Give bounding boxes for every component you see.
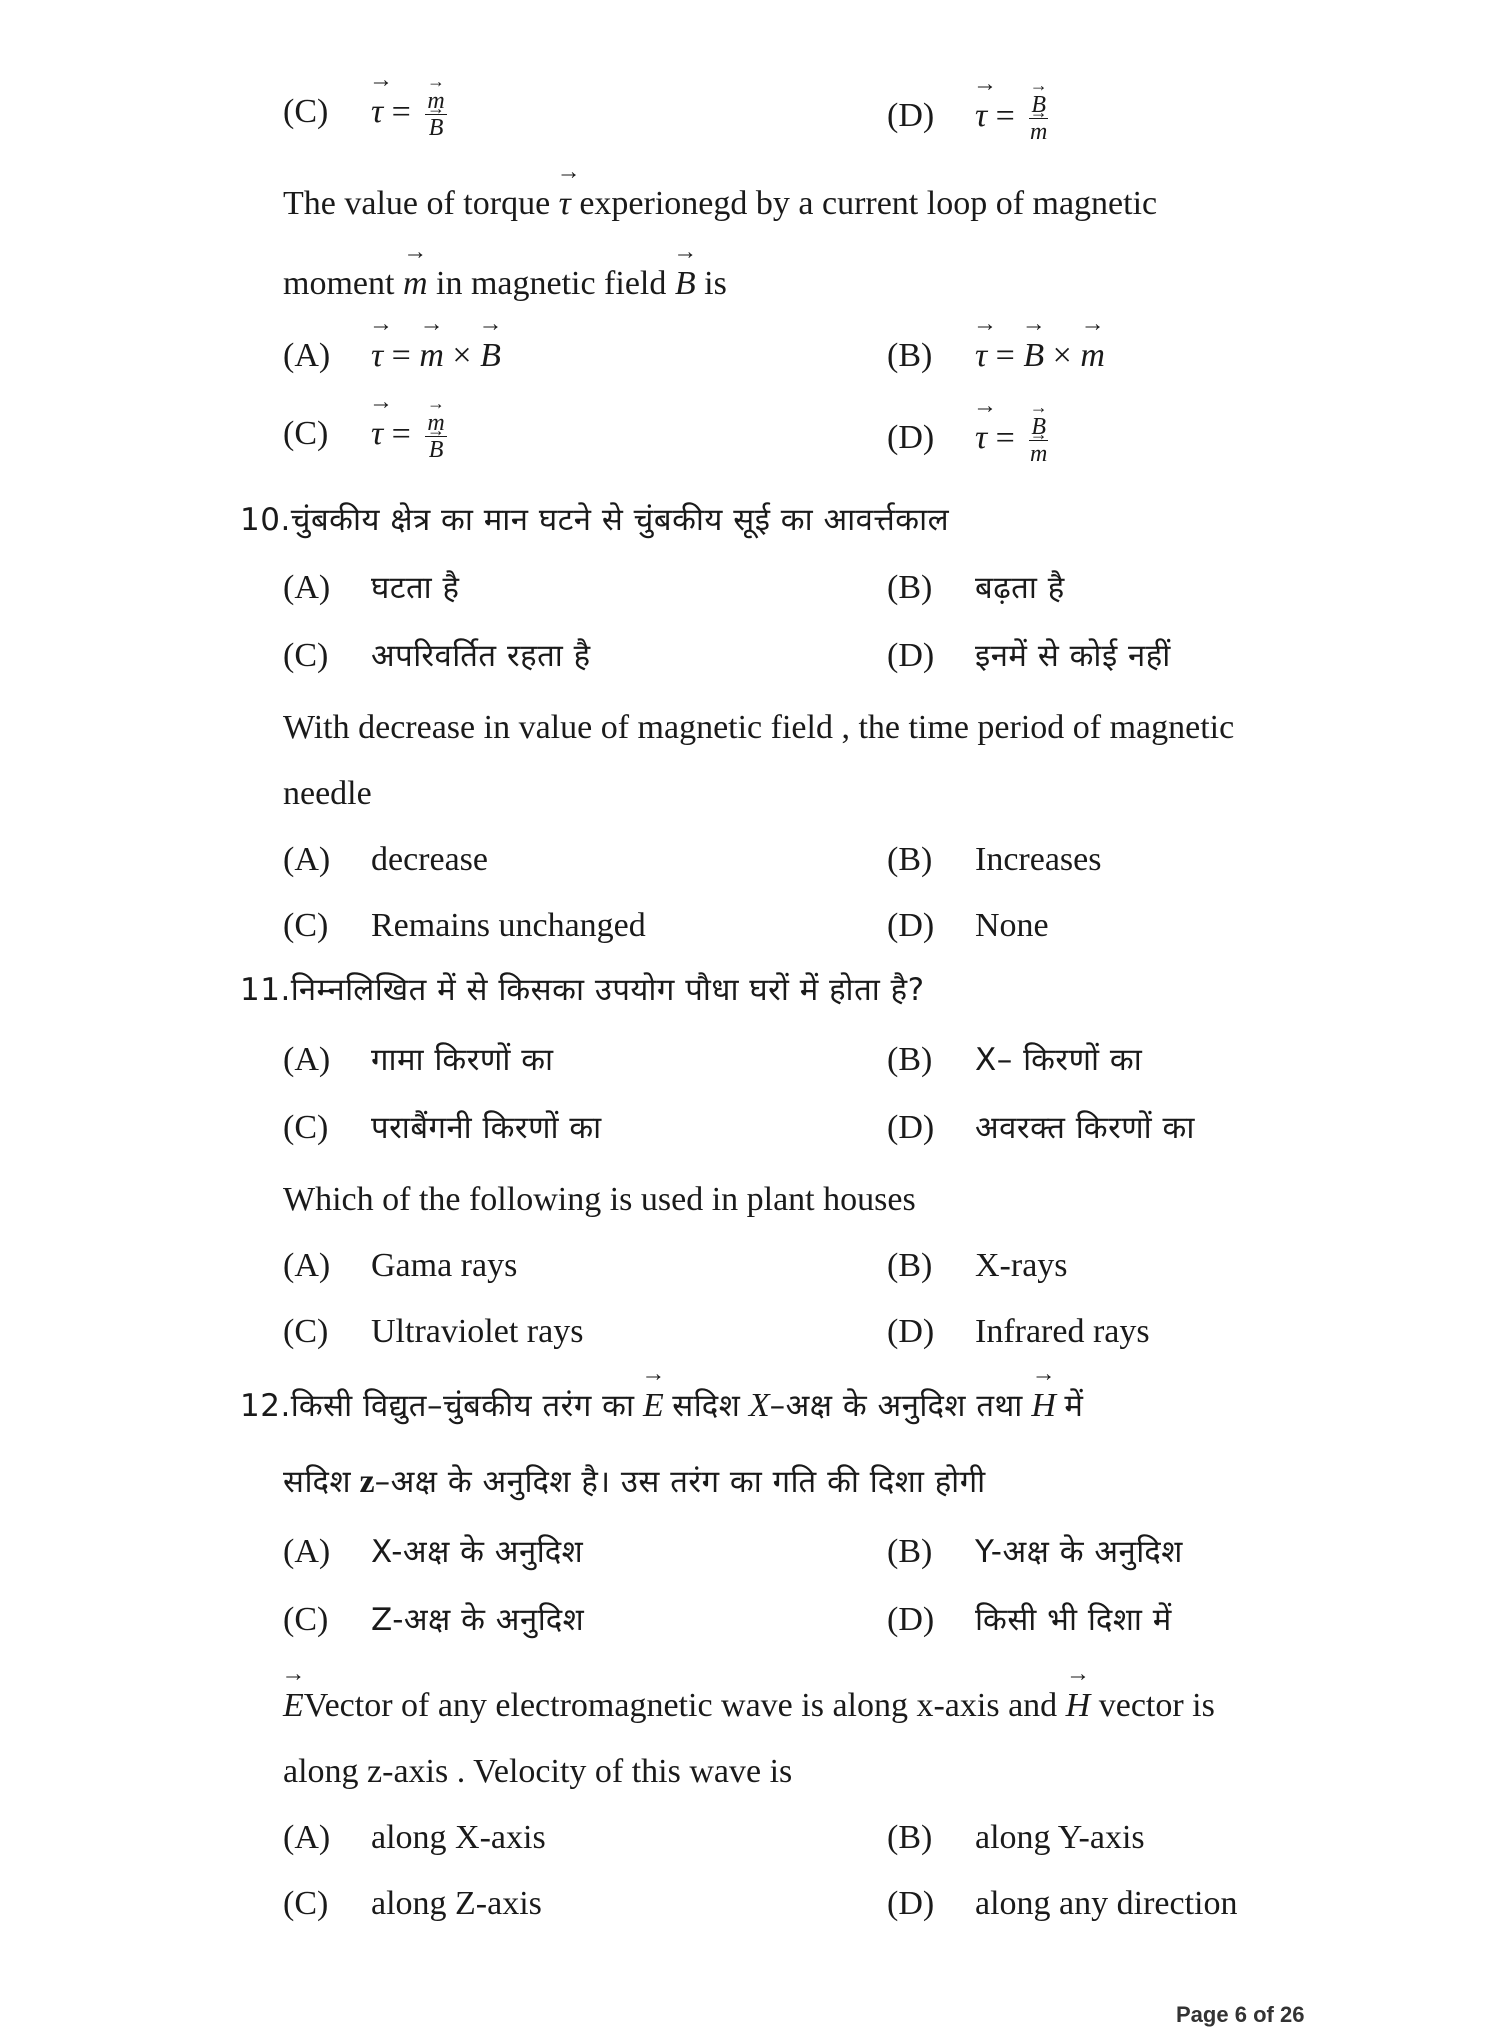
q12-english-line1: → EVector of any electromagnetic wave is along x-axis and → H vector is <box>283 1684 1215 1728</box>
q11-english-option-d: (D) Infrared rays <box>887 1313 1150 1350</box>
option-c-top: (C)→ τ = → m → B <box>283 88 447 141</box>
torque-option-d: (D)→ τ = → B → m <box>887 414 1048 467</box>
torque-option-c: (C)→ τ = → m → B <box>283 410 447 463</box>
q11-hindi-option-b: (B) X– किरणों का <box>887 1041 1143 1078</box>
torque-option-a: (A)→ τ = → m × → B <box>283 334 501 378</box>
q12-hindi-option-a: (A) X-अक्ष के अनुदिश <box>283 1533 584 1570</box>
q10-hindi: 10.चुंबकीय क्षेत्र का मान घटने से चुंबकीय सूई का आवर्त्तकाल <box>240 502 950 538</box>
torque-question-line1: The value of torque → τ experionegd by a current loop of magnetic <box>283 182 1157 226</box>
q11-hindi-option-c: (C) पराबैंगनी किरणों का <box>283 1109 602 1146</box>
q12-english-option-b: (B) along Y-axis <box>887 1819 1145 1856</box>
fraction: → m → B <box>425 410 446 463</box>
q11-english-option-b: (B) X-rays <box>887 1247 1068 1284</box>
q10-english-option-a: (A) decrease <box>283 841 489 878</box>
q12-hindi-option-b: (B) Y-अक्ष के अनुदिश <box>887 1533 1183 1570</box>
torque-question-line2: moment → m in magnetic field → B is <box>283 262 727 306</box>
q12-english-option-d: (D) along any direction <box>887 1885 1238 1922</box>
q11-english-option-a: (A) Gama rays <box>283 1247 518 1284</box>
fraction: → B → m <box>1029 414 1048 467</box>
fraction: → m → B <box>425 88 446 141</box>
q12-english-option-a: (A) along X-axis <box>283 1819 546 1856</box>
q12-hindi-option-c: (C) Z-अक्ष के अनुदिश <box>283 1601 585 1638</box>
q10-hindi-option-b: (B) बढ़ता है <box>887 569 1065 606</box>
q11-english: Which of the following is used in plant houses <box>283 1181 916 1218</box>
fraction: → B → m <box>1029 92 1048 145</box>
torque-option-b: (B)→ τ = → B × → m <box>887 334 1105 378</box>
q12-english-option-c: (C) along Z-axis <box>283 1885 542 1922</box>
option-d-top: (D)→ τ = → B → m <box>887 92 1048 145</box>
page-number: Page 6 of 26 <box>1176 2002 1305 2027</box>
tau-vector: → τ <box>371 90 383 134</box>
q10-hindi-option-d: (D) इनमें से कोई नहीं <box>887 637 1171 674</box>
q10-hindi-option-a: (A) घटता है <box>283 569 460 606</box>
q11-english-option-c: (C) Ultraviolet rays <box>283 1313 584 1350</box>
q11-hindi-option-a: (A) गामा किरणों का <box>283 1041 554 1078</box>
q11-hindi-option-d: (D) अवरक्त किरणों का <box>887 1109 1195 1146</box>
tau-vector: → τ <box>975 94 987 138</box>
q11-hindi: 11.निम्नलिखित में से किसका उपयोग पौधा घरों में होता है? <box>240 972 925 1008</box>
q10-english-option-c: (C) Remains unchanged <box>283 907 646 944</box>
q10-english-option-b: (B) Increases <box>887 841 1102 878</box>
q10-english-line2: needle <box>283 775 372 812</box>
q12-hindi-line2: सदिश z–अक्ष के अनुदिश है। उस तरंग का गति की दिशा होगी <box>283 1463 986 1500</box>
q12-hindi-line1: 12.किसी विद्युत–चुंबकीय तरंग का → E सदिश X–अक्ष के अनुदिश तथा → H में <box>240 1384 1083 1428</box>
q12-english-line2: along z-axis . Velocity of this wave is <box>283 1753 793 1790</box>
q12-hindi-option-d: (D) किसी भी दिशा में <box>887 1601 1172 1638</box>
q10-english-line1: With decrease in value of magnetic field , the time period of magnetic <box>283 709 1235 746</box>
q10-hindi-option-c: (C) अपरिवर्तित रहता है <box>283 637 591 674</box>
q10-english-option-d: (D) None <box>887 907 1049 944</box>
